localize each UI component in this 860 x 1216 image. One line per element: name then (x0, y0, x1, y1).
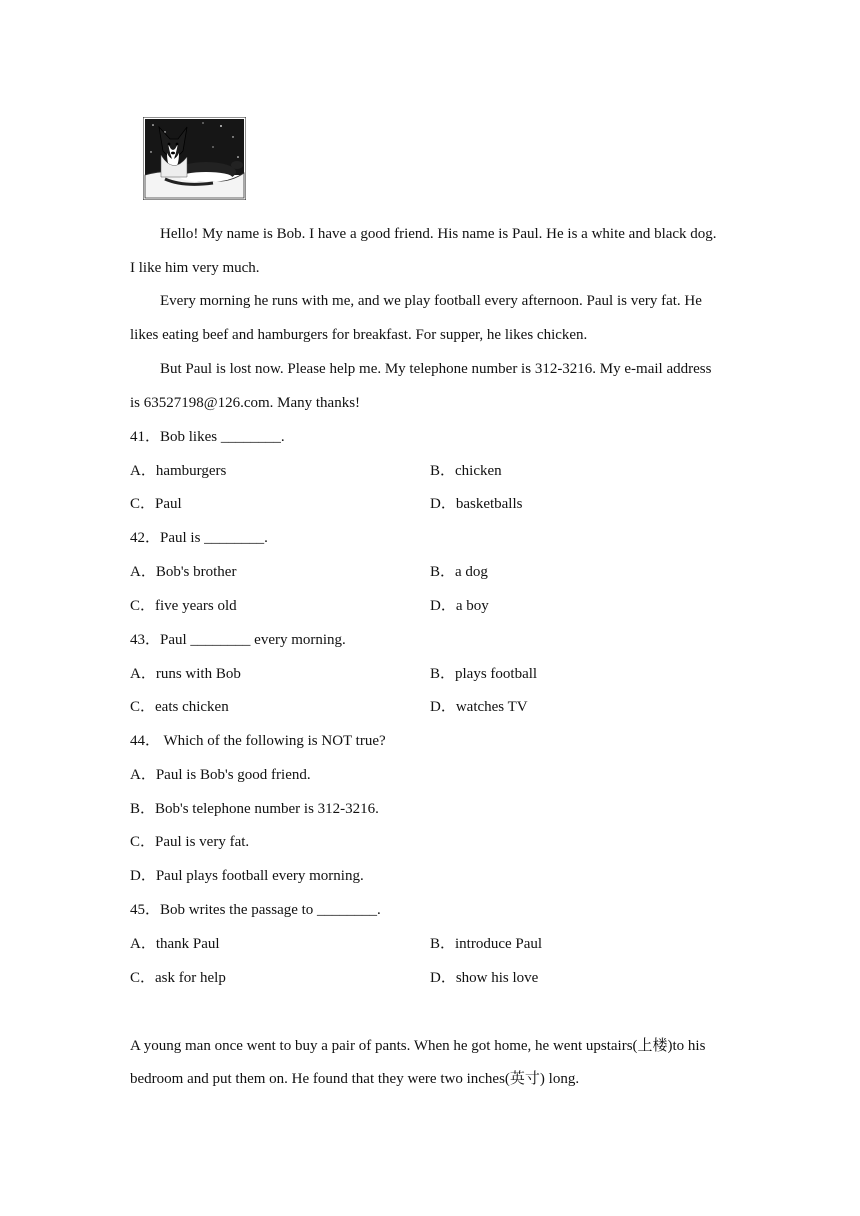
q45-option-c[interactable]: C．ask for help (130, 970, 226, 986)
passage1-p1-line1: Hello! My name is Bob. I have a good friend. His name is Paul. He is a white and black dog. (160, 226, 717, 242)
q44-option-c[interactable]: C．Paul is very fat. (130, 834, 250, 850)
question-45-stem: 45．Bob writes the passage to ________. (130, 902, 381, 918)
q41-option-c[interactable]: C．Paul (130, 496, 182, 512)
question-42-stem: 42．Paul is ________. (130, 530, 268, 546)
q41-option-b[interactable]: B．chicken (430, 463, 502, 479)
q44-option-b[interactable]: B．Bob's telephone number is 312-3216. (130, 801, 379, 817)
q43-option-b[interactable]: B．plays football (430, 666, 538, 682)
q41-option-d[interactable]: D．basketballs (430, 496, 523, 512)
husky-dog-illustration (143, 117, 246, 200)
passage1-p1-line2: I like him very much. (130, 260, 260, 276)
question-44-stem: 44． Which of the following is NOT true? (130, 733, 386, 749)
q43-option-a[interactable]: A．runs with Bob (130, 666, 241, 682)
passage1-p3-line2: is 63527198@126.com. Many thanks! (130, 395, 361, 411)
q42-option-d[interactable]: D．a boy (430, 598, 489, 614)
q43-option-d[interactable]: D．watches TV (430, 699, 528, 715)
q45-option-b[interactable]: B．introduce Paul (430, 936, 543, 952)
q41-option-a[interactable]: A．hamburgers (130, 463, 227, 479)
passage1-p2-line1: Every morning he runs with me, and we play football every afternoon. Paul is very fat. He (160, 293, 702, 309)
question-43-stem: 43．Paul ________ every morning. (130, 632, 346, 648)
q42-option-b[interactable]: B．a dog (430, 564, 488, 580)
q42-option-c[interactable]: C．five years old (130, 598, 237, 614)
q45-option-a[interactable]: A．thank Paul (130, 936, 220, 952)
passage2-line1: A young man once went to buy a pair of pants. When he got home, he went upstairs(上楼)to his (130, 1038, 706, 1054)
passage1-p3-line1: But Paul is lost now. Please help me. My telephone number is 312-3216. My e-mail address (160, 361, 712, 377)
question-41-stem: 41．Bob likes ________. (130, 429, 285, 445)
q44-option-a[interactable]: A．Paul is Bob's good friend. (130, 767, 311, 783)
q43-option-c[interactable]: C．eats chicken (130, 699, 229, 715)
q44-option-d[interactable]: D．Paul plays football every morning. (130, 868, 364, 884)
q45-option-d[interactable]: D．show his love (430, 970, 539, 986)
passage2-line2: bedroom and put them on. He found that they were two inches(英寸) long. (130, 1071, 580, 1087)
passage1-p2-line2: likes eating beef and hamburgers for breakfast. For supper, he likes chicken. (130, 327, 588, 343)
q42-option-a[interactable]: A．Bob's brother (130, 564, 237, 580)
